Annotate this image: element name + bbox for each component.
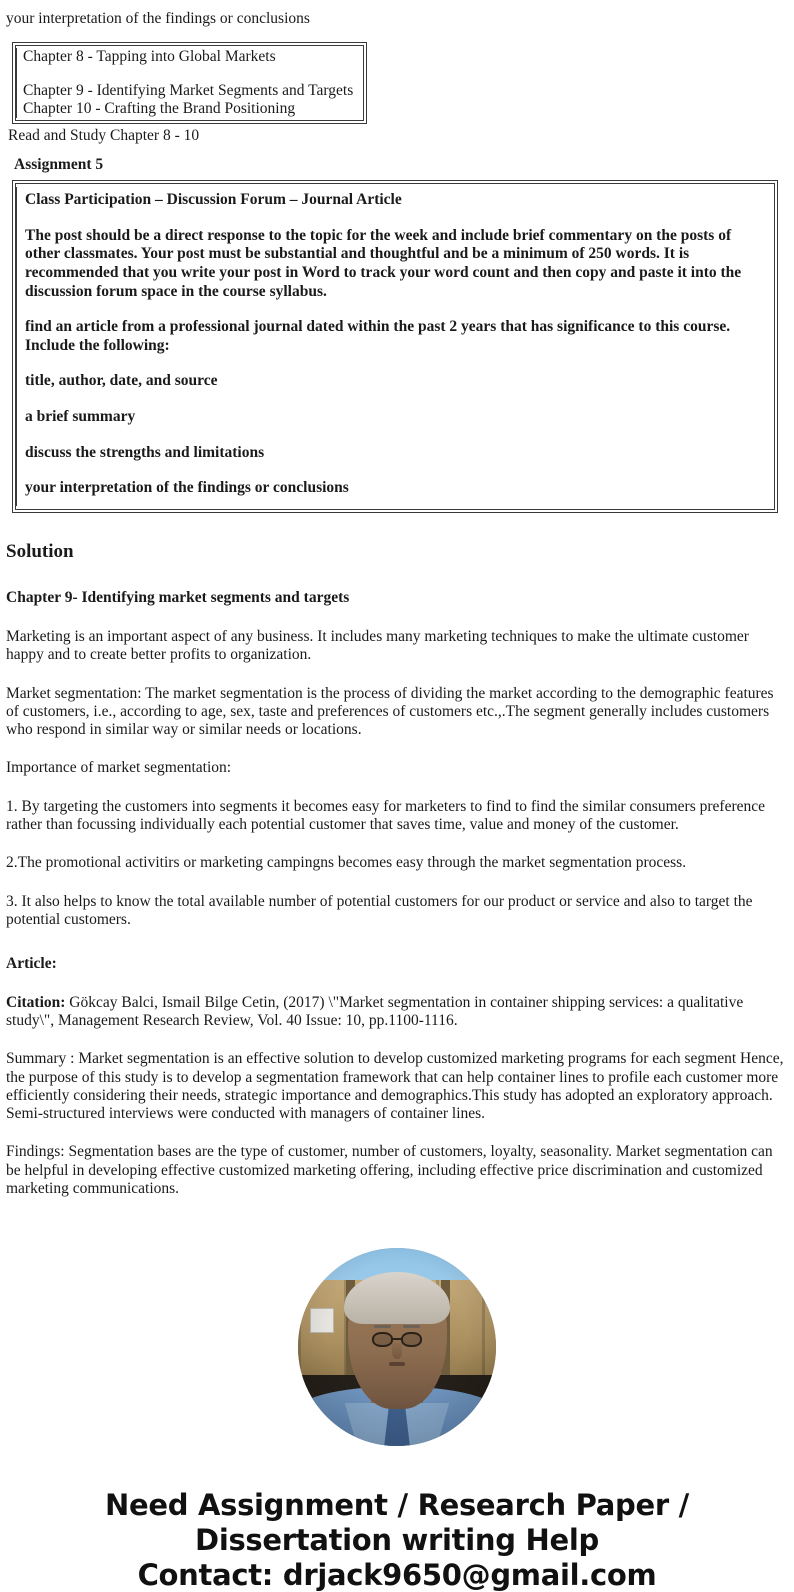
solution-chapter-heading: Chapter 9- Identifying market segments and targets bbox=[6, 589, 350, 607]
importance-point: 1. By targeting the customers into segments it becomes easy for marketers to find to find the similar consumers preference rather than focussing individually each potential customer that saves time, value and money of the customer. bbox=[6, 797, 766, 834]
article-heading: Article: bbox=[6, 955, 57, 973]
assignment-title: Class Participation – Discussion Forum – Journal Article bbox=[25, 191, 402, 209]
assignment-heading: Assignment 5 bbox=[14, 155, 104, 173]
assignment-requirement: title, author, date, and source bbox=[25, 372, 218, 390]
promo-headline: Need Assignment / Research Paper / Dissertation writing Help bbox=[105, 1488, 689, 1557]
citation-text: Gökcay Balci, Ismail Bilge Cetin, (2017) \"Market segmentation in container shipping services: a qualitative study\", Management Research Review, Vol. 40 Issue: 10, pp.1100-1116. bbox=[6, 993, 744, 1030]
importance-heading: Importance of market segmentation: bbox=[6, 759, 232, 777]
assignment-box-outer-frame bbox=[12, 180, 778, 513]
solution-paragraph-marketing: Marketing is an important aspect of any business. It includes many marketing techniques to make the ultimate customer happy and to create better profits to organization. bbox=[6, 628, 749, 664]
citation-paragraph bbox=[6, 994, 788, 1031]
assignment-box-content bbox=[16, 187, 774, 506]
solution-paragraph-segmentation: Market segmentation: The market segmentation is the process of dividing the market according to the demographic features of customers, i.e., according to age, sex, taste and preferences of customers etc.,.The segment generally includes customers who respond in similar way or similar needs or locations. bbox=[6, 684, 774, 739]
solution-title: Solution bbox=[6, 540, 74, 562]
chapters-box-inner-frame bbox=[15, 45, 364, 121]
chapters-box-content bbox=[16, 48, 363, 118]
chapter-line: Chapter 9 - Identifying Market Segments and Targets bbox=[23, 81, 354, 99]
findings-paragraph: Findings: Segmentation bases are the type of customer, number of customers, loyalty, seasonality. Market segmentation can be helpful in developing effective customized marketing offering, including effective price discrimination and customized marketing communications. bbox=[6, 1143, 773, 1198]
assignment-requirement: your interpretation of the findings or conclusions bbox=[25, 479, 349, 497]
promo-contact: Contact: drjack9650@gmail.com bbox=[137, 1557, 657, 1592]
portrait-container bbox=[0, 1248, 794, 1446]
assignment-box-inner-frame bbox=[15, 183, 775, 510]
assignment-callout-box bbox=[12, 180, 778, 513]
intro-text: your interpretation of the findings or conclusions bbox=[6, 10, 310, 27]
citation-label: Citation: bbox=[6, 993, 66, 1011]
promo-footer bbox=[0, 1488, 794, 1592]
avatar bbox=[298, 1248, 496, 1446]
importance-point: 3. It also helps to know the total available number of potential customers for our product or service and also to target the potential customers. bbox=[6, 892, 753, 928]
portrait-vignette bbox=[298, 1248, 496, 1446]
assignment-requirement: discuss the strengths and limitations bbox=[25, 443, 265, 461]
chapters-box-outer-frame bbox=[12, 42, 367, 124]
assignment-paragraph: The post should be a direct response to the topic for the week and include brief commentary on the posts of other classmates. Your post must be substantial and thoughtful and be a minimum of 250 words. It is recommended that you write your post in Word to track your word count and then copy and paste it into the discussion forum space in the course syllabus. bbox=[25, 226, 742, 300]
chapter-spacer bbox=[23, 66, 359, 82]
chapter-line: Chapter 10 - Crafting the Brand Positioning bbox=[23, 99, 296, 117]
chapter-line: Chapter 8 - Tapping into Global Markets bbox=[23, 47, 276, 65]
assignment-requirement: a brief summary bbox=[25, 407, 136, 425]
assignment-paragraph: find an article from a professional journal dated within the past 2 years that has significance to this course. Include the following: bbox=[25, 318, 731, 354]
summary-paragraph: Summary : Market segmentation is an effective solution to develop customized marketing programs for each segment Hence, the purpose of this study is to develop a segmentation framework that can help container lines to profile each customer more efficiently considering their needs, strategic importance and demographics.This study has adopted an exploratory approach. Semi-structured interviews were conducted with managers of container lines. bbox=[6, 1050, 784, 1123]
importance-point: 2.The promotional activitirs or marketing campingns becomes easy through the market segmentation process. bbox=[6, 854, 687, 872]
chapters-callout-box bbox=[12, 42, 367, 124]
read-and-study-text: Read and Study Chapter 8 - 10 bbox=[8, 126, 200, 144]
